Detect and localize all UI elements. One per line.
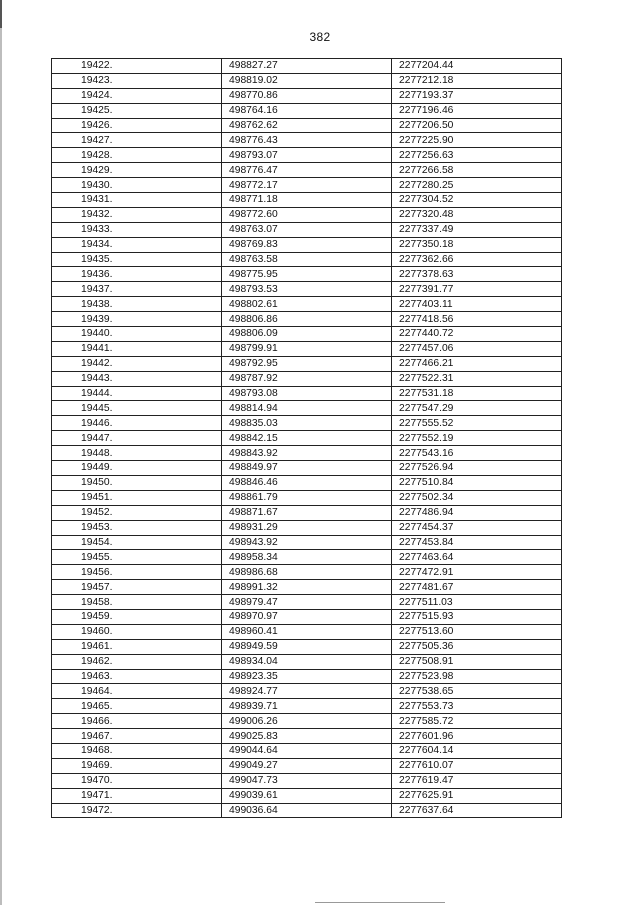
y-coordinate-cell: 2277466.21	[392, 356, 562, 371]
point-number-cell: 19422.	[52, 59, 222, 74]
table-row	[52, 565, 562, 580]
x-coordinate-cell: 498819.02	[222, 73, 392, 88]
table-row	[52, 193, 562, 208]
x-coordinate-cell: 498802.61	[222, 297, 392, 312]
table-row	[52, 178, 562, 193]
point-number-cell: 19424.	[52, 88, 222, 103]
y-coordinate-cell: 2277510.84	[392, 475, 562, 490]
y-coordinate-cell: 2277515.93	[392, 609, 562, 624]
table-row	[52, 595, 562, 610]
table-row	[52, 654, 562, 669]
y-coordinate-cell: 2277585.72	[392, 714, 562, 729]
x-coordinate-cell: 498924.77	[222, 684, 392, 699]
table-row	[52, 535, 562, 550]
point-number-cell: 19434.	[52, 237, 222, 252]
table-row	[52, 609, 562, 624]
point-number-cell: 19472.	[52, 803, 222, 818]
x-coordinate-cell: 498787.92	[222, 371, 392, 386]
y-coordinate-cell: 2277472.91	[392, 565, 562, 580]
table-row	[52, 133, 562, 148]
point-number-cell: 19456.	[52, 565, 222, 580]
x-coordinate-cell: 498771.18	[222, 193, 392, 208]
point-number-cell: 19439.	[52, 312, 222, 327]
scan-corner-mark	[0, 0, 8, 28]
x-coordinate-cell: 499039.61	[222, 788, 392, 803]
table-row	[52, 446, 562, 461]
point-number-cell: 19427.	[52, 133, 222, 148]
x-coordinate-cell: 498939.71	[222, 699, 392, 714]
x-coordinate-cell: 498793.53	[222, 282, 392, 297]
x-coordinate-cell: 498970.97	[222, 609, 392, 624]
x-coordinate-cell: 498991.32	[222, 580, 392, 595]
table-row	[52, 282, 562, 297]
table-row	[52, 88, 562, 103]
point-number-cell: 19440.	[52, 327, 222, 342]
point-number-cell: 19455.	[52, 550, 222, 565]
table-row	[52, 327, 562, 342]
x-coordinate-cell: 498923.35	[222, 669, 392, 684]
table-row	[52, 103, 562, 118]
point-number-cell: 19458.	[52, 595, 222, 610]
y-coordinate-cell: 2277204.44	[392, 59, 562, 74]
point-number-cell: 19432.	[52, 207, 222, 222]
y-coordinate-cell: 2277350.18	[392, 237, 562, 252]
table-row	[52, 461, 562, 476]
y-coordinate-cell: 2277403.11	[392, 297, 562, 312]
point-number-cell: 19464.	[52, 684, 222, 699]
y-coordinate-cell: 2277320.48	[392, 207, 562, 222]
x-coordinate-cell: 498843.92	[222, 446, 392, 461]
y-coordinate-cell: 2277280.25	[392, 178, 562, 193]
x-coordinate-cell: 498861.79	[222, 490, 392, 505]
point-number-cell: 19435.	[52, 252, 222, 267]
point-number-cell: 19426.	[52, 118, 222, 133]
y-coordinate-cell: 2277256.63	[392, 148, 562, 163]
coordinates-table-body	[52, 59, 562, 818]
table-row	[52, 490, 562, 505]
y-coordinate-cell: 2277511.03	[392, 595, 562, 610]
point-number-cell: 19425.	[52, 103, 222, 118]
y-coordinate-cell: 2277453.84	[392, 535, 562, 550]
point-number-cell: 19448.	[52, 446, 222, 461]
x-coordinate-cell: 498814.94	[222, 401, 392, 416]
y-coordinate-cell: 2277486.94	[392, 505, 562, 520]
y-coordinate-cell: 2277337.49	[392, 222, 562, 237]
y-coordinate-cell: 2277625.91	[392, 788, 562, 803]
page-number: 382	[309, 30, 331, 44]
table-row	[52, 684, 562, 699]
table-row	[52, 118, 562, 133]
y-coordinate-cell: 2277637.64	[392, 803, 562, 818]
x-coordinate-cell: 498770.86	[222, 88, 392, 103]
point-number-cell: 19428.	[52, 148, 222, 163]
table-row	[52, 401, 562, 416]
point-number-cell: 19451.	[52, 490, 222, 505]
table-row	[52, 699, 562, 714]
x-coordinate-cell: 498775.95	[222, 267, 392, 282]
point-number-cell: 19468.	[52, 743, 222, 758]
x-coordinate-cell: 498776.43	[222, 133, 392, 148]
table-row	[52, 729, 562, 744]
scan-left-edge	[0, 0, 2, 905]
y-coordinate-cell: 2277362.66	[392, 252, 562, 267]
table-row	[52, 803, 562, 818]
y-coordinate-cell: 2277538.65	[392, 684, 562, 699]
y-coordinate-cell: 2277547.29	[392, 401, 562, 416]
x-coordinate-cell: 498772.17	[222, 178, 392, 193]
point-number-cell: 19431.	[52, 193, 222, 208]
x-coordinate-cell: 498793.07	[222, 148, 392, 163]
x-coordinate-cell: 498943.92	[222, 535, 392, 550]
table-row	[52, 788, 562, 803]
y-coordinate-cell: 2277225.90	[392, 133, 562, 148]
table-row	[52, 356, 562, 371]
point-number-cell: 19460.	[52, 624, 222, 639]
point-number-cell: 19463.	[52, 669, 222, 684]
y-coordinate-cell: 2277604.14	[392, 743, 562, 758]
point-number-cell: 19454.	[52, 535, 222, 550]
x-coordinate-cell: 498949.59	[222, 639, 392, 654]
table-row	[52, 624, 562, 639]
x-coordinate-cell: 498827.27	[222, 59, 392, 74]
table-row	[52, 505, 562, 520]
y-coordinate-cell: 2277505.36	[392, 639, 562, 654]
table-row	[52, 341, 562, 356]
y-coordinate-cell: 2277481.67	[392, 580, 562, 595]
x-coordinate-cell: 498772.60	[222, 207, 392, 222]
table-row	[52, 163, 562, 178]
x-coordinate-cell: 499025.83	[222, 729, 392, 744]
scan-bottom-mark	[315, 902, 445, 903]
point-number-cell: 19471.	[52, 788, 222, 803]
point-number-cell: 19423.	[52, 73, 222, 88]
point-number-cell: 19462.	[52, 654, 222, 669]
point-number-cell: 19457.	[52, 580, 222, 595]
y-coordinate-cell: 2277206.50	[392, 118, 562, 133]
x-coordinate-cell: 499047.73	[222, 773, 392, 788]
x-coordinate-cell: 498763.58	[222, 252, 392, 267]
table-row	[52, 431, 562, 446]
x-coordinate-cell: 499049.27	[222, 758, 392, 773]
point-number-cell: 19452.	[52, 505, 222, 520]
y-coordinate-cell: 2277457.06	[392, 341, 562, 356]
table-row	[52, 386, 562, 401]
point-number-cell: 19470.	[52, 773, 222, 788]
table-row	[52, 416, 562, 431]
point-number-cell: 19461.	[52, 639, 222, 654]
table-row	[52, 743, 562, 758]
point-number-cell: 19437.	[52, 282, 222, 297]
y-coordinate-cell: 2277418.56	[392, 312, 562, 327]
table-row	[52, 297, 562, 312]
table-row	[52, 475, 562, 490]
table-row	[52, 252, 562, 267]
x-coordinate-cell: 499044.64	[222, 743, 392, 758]
point-number-cell: 19453.	[52, 520, 222, 535]
x-coordinate-cell: 498764.16	[222, 103, 392, 118]
y-coordinate-cell: 2277610.07	[392, 758, 562, 773]
y-coordinate-cell: 2277526.94	[392, 461, 562, 476]
x-coordinate-cell: 498986.68	[222, 565, 392, 580]
x-coordinate-cell: 498799.91	[222, 341, 392, 356]
point-number-cell: 19465.	[52, 699, 222, 714]
x-coordinate-cell: 498806.09	[222, 327, 392, 342]
table-row	[52, 520, 562, 535]
y-coordinate-cell: 2277463.64	[392, 550, 562, 565]
table-row	[52, 59, 562, 74]
x-coordinate-cell: 498763.07	[222, 222, 392, 237]
table-row	[52, 222, 562, 237]
x-coordinate-cell: 498846.46	[222, 475, 392, 490]
table-row	[52, 758, 562, 773]
point-number-cell: 19469.	[52, 758, 222, 773]
y-coordinate-cell: 2277502.34	[392, 490, 562, 505]
point-number-cell: 19441.	[52, 341, 222, 356]
table-row	[52, 773, 562, 788]
table-row	[52, 267, 562, 282]
y-coordinate-cell: 2277531.18	[392, 386, 562, 401]
y-coordinate-cell: 2277508.91	[392, 654, 562, 669]
x-coordinate-cell: 498842.15	[222, 431, 392, 446]
table-row	[52, 580, 562, 595]
point-number-cell: 19467.	[52, 729, 222, 744]
point-number-cell: 19459.	[52, 609, 222, 624]
point-number-cell: 19450.	[52, 475, 222, 490]
y-coordinate-cell: 2277304.52	[392, 193, 562, 208]
y-coordinate-cell: 2277391.77	[392, 282, 562, 297]
point-number-cell: 19447.	[52, 431, 222, 446]
y-coordinate-cell: 2277553.73	[392, 699, 562, 714]
point-number-cell: 19438.	[52, 297, 222, 312]
y-coordinate-cell: 2277513.60	[392, 624, 562, 639]
x-coordinate-cell: 498931.29	[222, 520, 392, 535]
point-number-cell: 19445.	[52, 401, 222, 416]
coordinates-table	[51, 58, 562, 818]
point-number-cell: 19444.	[52, 386, 222, 401]
x-coordinate-cell: 498793.08	[222, 386, 392, 401]
table-row	[52, 73, 562, 88]
x-coordinate-cell: 499036.64	[222, 803, 392, 818]
x-coordinate-cell: 498776.47	[222, 163, 392, 178]
point-number-cell: 19436.	[52, 267, 222, 282]
table-row	[52, 312, 562, 327]
x-coordinate-cell: 498871.67	[222, 505, 392, 520]
y-coordinate-cell: 2277196.46	[392, 103, 562, 118]
point-number-cell: 19443.	[52, 371, 222, 386]
point-number-cell: 19433.	[52, 222, 222, 237]
x-coordinate-cell: 498806.86	[222, 312, 392, 327]
point-number-cell: 19446.	[52, 416, 222, 431]
y-coordinate-cell: 2277454.37	[392, 520, 562, 535]
y-coordinate-cell: 2277543.16	[392, 446, 562, 461]
y-coordinate-cell: 2277378.63	[392, 267, 562, 282]
table-row	[52, 550, 562, 565]
y-coordinate-cell: 2277619.47	[392, 773, 562, 788]
point-number-cell: 19449.	[52, 461, 222, 476]
table-row	[52, 371, 562, 386]
x-coordinate-cell: 498979.47	[222, 595, 392, 610]
table-row	[52, 237, 562, 252]
y-coordinate-cell: 2277440.72	[392, 327, 562, 342]
x-coordinate-cell: 498835.03	[222, 416, 392, 431]
table-row	[52, 714, 562, 729]
y-coordinate-cell: 2277522.31	[392, 371, 562, 386]
point-number-cell: 19430.	[52, 178, 222, 193]
x-coordinate-cell: 498792.95	[222, 356, 392, 371]
y-coordinate-cell: 2277212.18	[392, 73, 562, 88]
y-coordinate-cell: 2277193.37	[392, 88, 562, 103]
y-coordinate-cell: 2277552.19	[392, 431, 562, 446]
point-number-cell: 19442.	[52, 356, 222, 371]
point-number-cell: 19429.	[52, 163, 222, 178]
x-coordinate-cell: 498958.34	[222, 550, 392, 565]
table-row	[52, 148, 562, 163]
x-coordinate-cell: 498934.04	[222, 654, 392, 669]
point-number-cell: 19466.	[52, 714, 222, 729]
y-coordinate-cell: 2277555.52	[392, 416, 562, 431]
y-coordinate-cell: 2277266.58	[392, 163, 562, 178]
y-coordinate-cell: 2277523.98	[392, 669, 562, 684]
x-coordinate-cell: 498769.83	[222, 237, 392, 252]
table-row	[52, 639, 562, 654]
x-coordinate-cell: 499006.26	[222, 714, 392, 729]
table-row	[52, 207, 562, 222]
y-coordinate-cell: 2277601.96	[392, 729, 562, 744]
x-coordinate-cell: 498762.62	[222, 118, 392, 133]
x-coordinate-cell: 498960.41	[222, 624, 392, 639]
x-coordinate-cell: 498849.97	[222, 461, 392, 476]
table-row	[52, 669, 562, 684]
